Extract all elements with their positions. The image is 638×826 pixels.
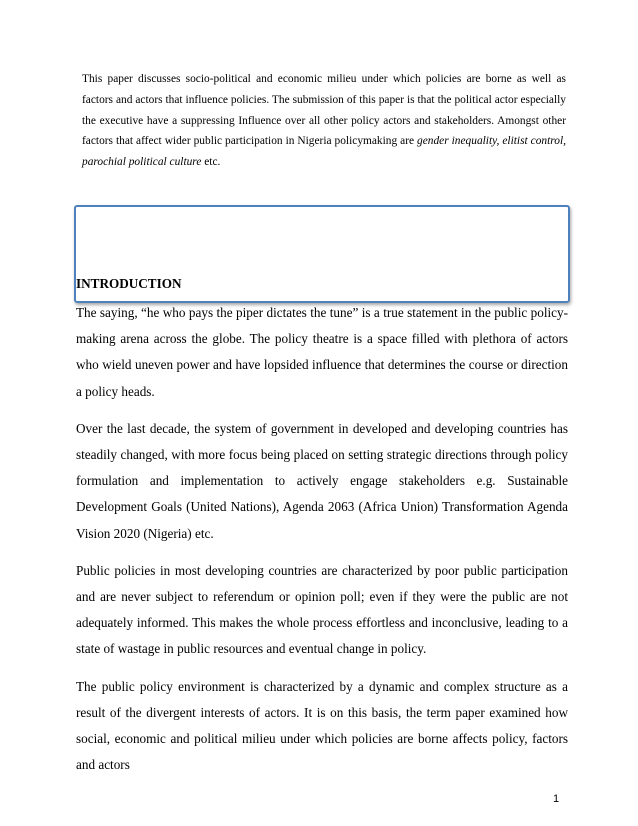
abstract-text: This paper discusses socio-political and economic milieu under which policies are borne as well as factors and actors that influence policies. The submission of this paper is that the political actor especially the executive have a suppressing Influence over all other policy actors and stakeholders. Amongst other factors that affect wider public participation in Nigeria policymaking are — [82, 73, 566, 148]
abstract-italic-text: gender inequality, elitist control, parochial political culture — [82, 135, 566, 169]
abstract-text-end: etc. — [201, 156, 221, 169]
paragraph-1: The saying, “he who pays the piper dictates the tune” is a true statement in the public policy-making arena across the globe. The policy theatre is a space filled with plethora of actors who wield uneven power and have lopsided influence that determines the course or direction a policy heads. — [76, 305, 568, 399]
paragraph-2: Over the last decade, the system of government in developed and developing countries has steadily changed, with more focus being placed on setting strategic directions through policy formulation and implementation to actively engage stakeholders e.g. Sustainable Development Goals (United Nations), Agenda 2063 (Africa Union) Transformation Agenda Vision 2020 (Nigeria) etc. — [76, 420, 568, 541]
paragraph-4: The public policy environment is characterized by a dynamic and complex structure as a result of the divergent interests of actors. It is on this basis, the term paper examined how social, economic and political milieu under which policies are borne affects policy, factors and actors — [76, 678, 568, 773]
abstract — [82, 69, 566, 173]
section-heading: INTRODUCTION — [76, 276, 182, 291]
abstract-paragraph — [82, 69, 566, 173]
paragraph-3: Public policies in most developing countries are characterized by poor public participation and are never subject to referendum or opinion poll; even if they were the public are not adequately informed. This makes the whole process effortless and inconclusive, leading to a state of wastage in public resources and eventual change in policy. — [76, 562, 568, 657]
page-number: 1 — [553, 793, 560, 805]
body-text — [76, 300, 568, 789]
